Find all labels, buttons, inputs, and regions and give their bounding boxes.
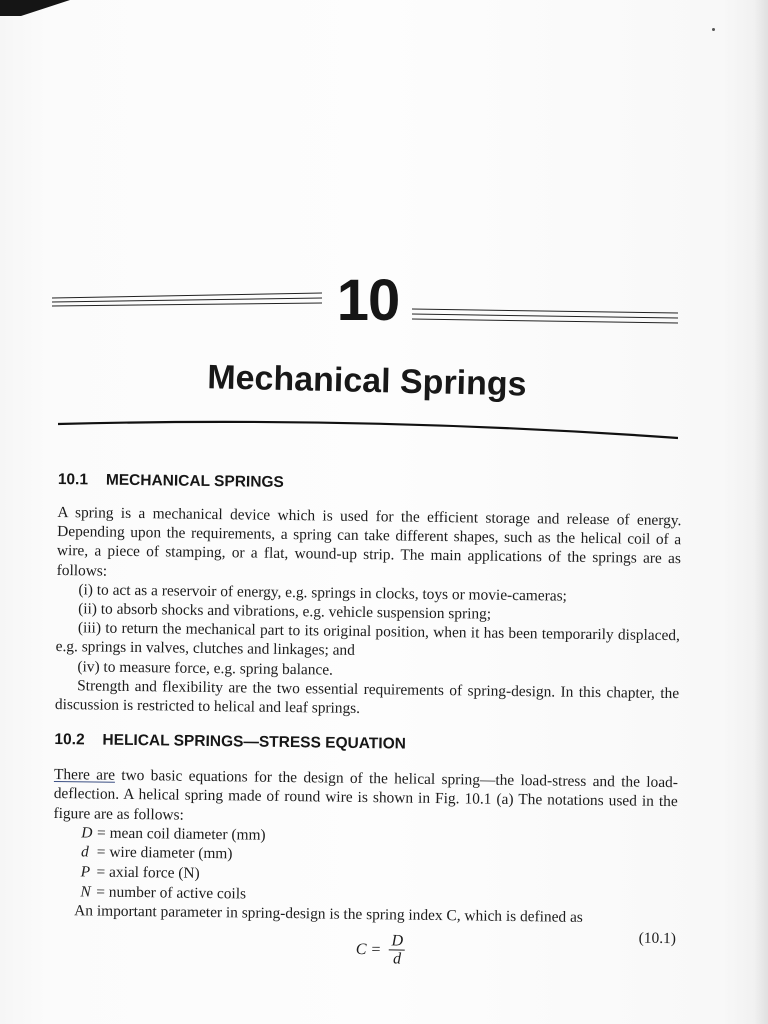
notation-list: [52, 823, 677, 910]
section2-intro: There are two basic equations for the design of the helical spring—the load-stress and the load-deflection. A helical spring made of round wire is shown in Fig. 10.1 (a) The notations used in the figure are as follows:: [53, 766, 679, 824]
denominator: d: [392, 950, 402, 968]
page-content: [52, 470, 682, 975]
section1-closing: Strength and flexibility are the two essential requirements of spring-design. In this chapter, the discussion is restricted to helical and leaf springs.: [54, 677, 680, 718]
notation-item: D = mean coil diameter (mm): [81, 824, 266, 844]
corner-shadow: [0, 0, 70, 16]
equation-10-1: [52, 922, 677, 974]
section1-paragraph: A spring is a mechanical device which is used for the efficient storage and release of energy. Depending upon the requirements, a spring can take different shapes, such as the helical coil of a wire, a piece of stamping, or a flat, wound-up strip. The main applications of the springs are as follows:: [56, 503, 682, 580]
notation-item: N = number of active coils: [80, 882, 247, 903]
equation-number: (10.1): [638, 930, 677, 948]
section-title: MECHANICAL SPRINGS: [105, 471, 284, 491]
section-number: 10.1: [57, 470, 89, 489]
list-item: (iii) to return the mechanical part to its original position, when it has been temporarily displaced, e.g. springs in valves, clutches and linkages; and: [55, 619, 680, 660]
chapter-rule-left: [52, 290, 322, 312]
chapter-title: Mechanical Springs: [206, 358, 527, 404]
list-item: (ii) to absorb shocks and vibrations, e.g. vehicle suspension spring;: [78, 600, 492, 623]
notation-item: P = axial force (N): [80, 863, 200, 882]
chapter-number: 10: [336, 268, 400, 333]
chapter-rule-right: [412, 305, 678, 327]
page-edge-shadow: [754, 0, 768, 1024]
list-item: (iv) to measure force, e.g. spring balance.: [77, 657, 334, 679]
speck: [712, 28, 715, 31]
fraction: [389, 933, 405, 968]
numerator: D: [391, 932, 404, 950]
title-underline: [58, 410, 678, 444]
spring-index-equation: C = $\frac{D}{d}$: [356, 932, 406, 968]
handwritten-underline: There are: [53, 766, 116, 785]
section-title: HELICAL SPRINGS—STRESS EQUATION: [102, 731, 406, 753]
list-item: (i) to act as a reservoir of energy, e.g. springs in clocks, toys or movie-cameras;: [78, 581, 568, 605]
notation-item: d = wire diameter (mm): [80, 843, 233, 863]
section-number: 10.2: [54, 731, 85, 749]
section2-closing: An important parameter in spring-design is the spring index C, which is defined as: [74, 902, 583, 927]
